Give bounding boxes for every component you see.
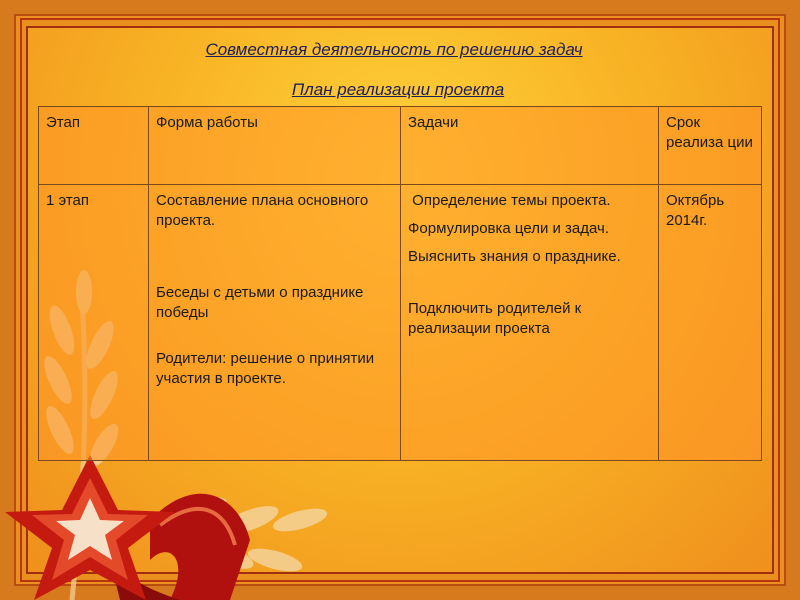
task-item: Выяснить знания о празднике. [408, 248, 621, 265]
form-item: Составление плана основного проекта. [156, 192, 369, 229]
stage-cell: 1 этап [39, 185, 149, 461]
deadline-cell: Октябрь 2014г. [659, 185, 762, 461]
form-item: Беседы с детьми о празднике победы [156, 284, 364, 321]
table-header-row [39, 107, 762, 185]
task-item: Определение темы проекта. [408, 192, 611, 209]
form-cell [149, 185, 401, 461]
tasks-cell [401, 185, 659, 461]
header-tasks: Задачи [401, 107, 659, 185]
header-stage: Этап [39, 107, 149, 185]
task-item: Подключить родителей к реализации проекта [408, 300, 582, 337]
slide-title: Совместная деятельность по решению задач [205, 40, 583, 59]
star-emblem-icon [5, 455, 175, 600]
table-row [39, 185, 762, 461]
form-item: Родители: решение о принятии участия в проекте. [156, 350, 375, 387]
header-deadline: Срок реализа ции [659, 107, 762, 185]
project-plan-table [38, 106, 762, 461]
header-form: Форма работы [149, 107, 401, 185]
task-item: Формулировка цели и задач. [408, 220, 610, 237]
slide-subtitle: План реализации проекта [291, 80, 505, 99]
